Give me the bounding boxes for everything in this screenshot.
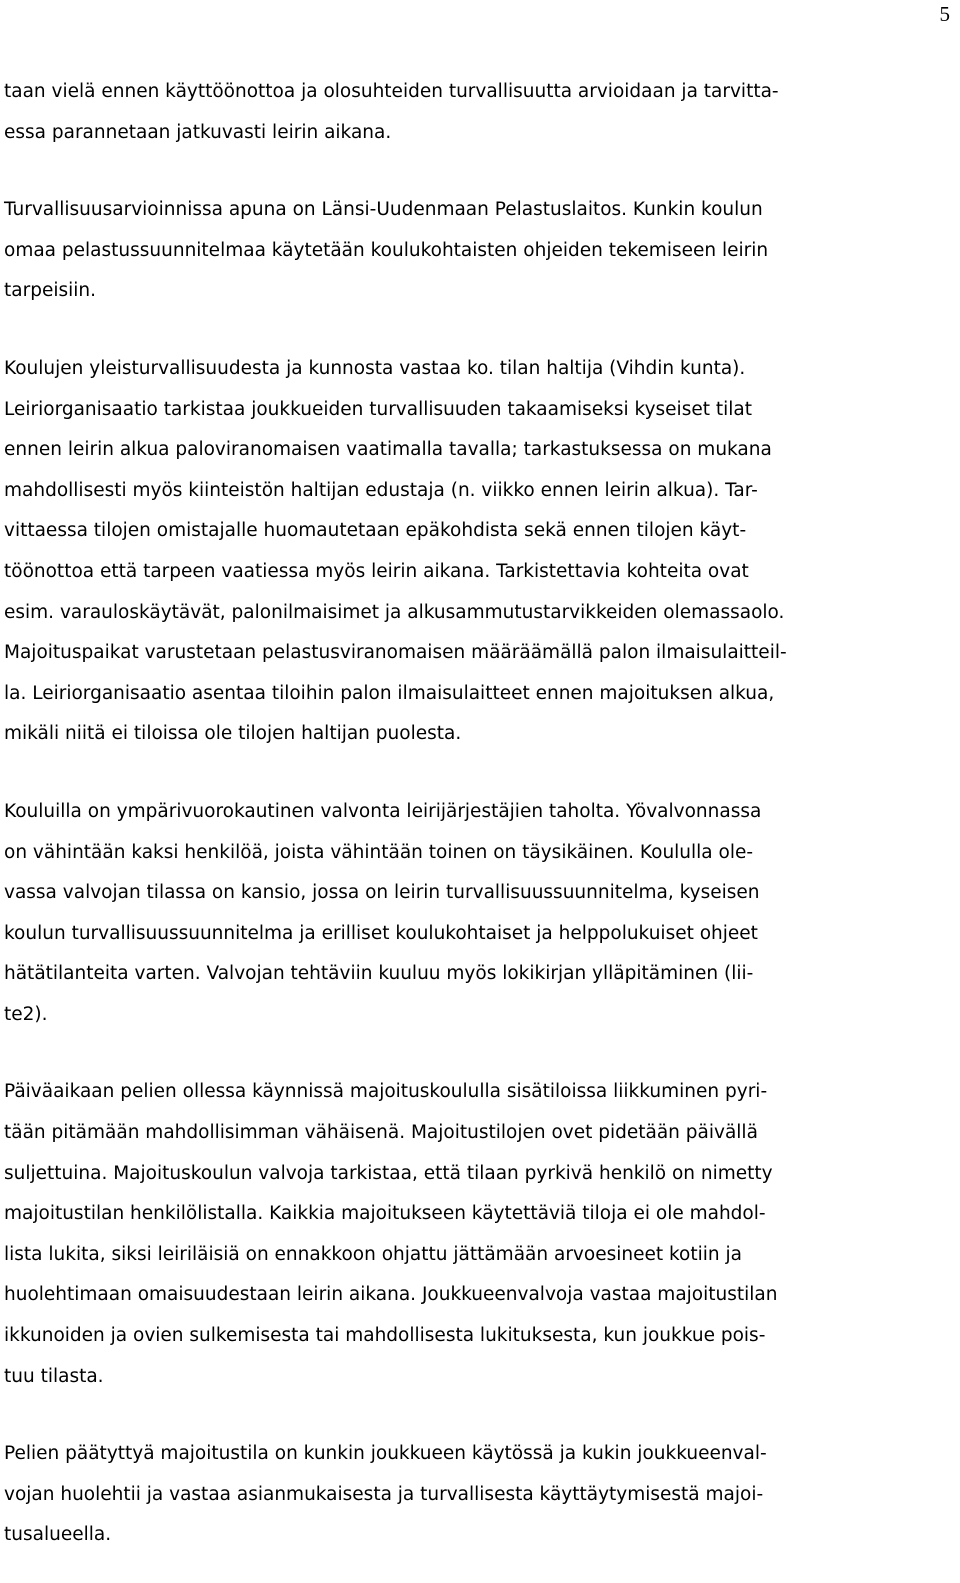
- text-line: tään pitämään mahdollisimman vähäisenä. Majoitustilojen ovet pidetään päivällä: [4, 1122, 758, 1144]
- text-line: Koulujen yleisturvallisuudesta ja kunnosta vastaa ko. tilan haltija (Vihdin kunta).: [4, 357, 746, 379]
- paragraph-5: [4, 1072, 956, 1397]
- text-line: hätätilanteita varten. Valvojan tehtäviin kuuluu myös lokikirjan ylläpitäminen (lii-: [4, 963, 754, 985]
- text-line: mikäli niitä ei tiloissa ole tilojen haltijan puolesta.: [4, 723, 462, 745]
- text-line: Päiväaikaan pelien ollessa käynnissä majoituskoululla sisätiloissa liikkuminen pyri-: [4, 1081, 768, 1103]
- text-line: la. Leiriorganisaatio asentaa tiloihin palon ilmaisulaitteet ennen majoituksen alkua,: [4, 682, 775, 704]
- text-line: Majoituspaikat varustetaan pelastusviranomaisen määräämällä palon ilmaisulaitteil-: [4, 642, 787, 664]
- text-line: huolehtimaan omaisuudestaan leirin aikana. Joukkueenvalvoja vastaa majoitustilan: [4, 1284, 778, 1306]
- document-body: [4, 72, 956, 1556]
- paragraph-1: [4, 72, 956, 153]
- text-line: mahdollisesti myös kiinteistön haltijan edustaja (n. viikko ennen leirin alkua). Tar-: [4, 479, 758, 501]
- text-line: töönottoa että tarpeen vaatiessa myös leirin aikana. Tarkistettavia kohteita ovat: [4, 560, 749, 582]
- text-line: ennen leirin alkua paloviranomaisen vaatimalla tavalla; tarkastuksessa on mukana: [4, 439, 772, 461]
- text-line: vassa valvojan tilassa on kansio, jossa on leirin turvallisuussuunnitelma, kyseisen: [4, 882, 760, 904]
- paragraph-3: [4, 349, 956, 755]
- text-line: te2).: [4, 1003, 48, 1025]
- text-line: tuu tilasta.: [4, 1365, 104, 1387]
- paragraph-6: [4, 1434, 956, 1556]
- text-line: esim. varauloskäytävät, palonilmaisimet ja alkusammutustarvikkeiden olemassaolo.: [4, 601, 785, 623]
- text-line: essa parannetaan jatkuvasti leirin aikana.: [4, 121, 392, 143]
- text-line: majoitustilan henkilölistalla. Kaikkia majoitukseen käytettäviä tiloja ei ole mahdol-: [4, 1203, 766, 1225]
- paragraph-4: [4, 792, 956, 1036]
- text-line: taan vielä ennen käyttöönottoa ja olosuhteiden turvallisuutta arvioidaan ja tarvitta-: [4, 81, 779, 102]
- text-line: vojan huolehtii ja vastaa asianmukaisesta ja turvallisesta käyttäytymisestä majoi-: [4, 1483, 764, 1505]
- text-line: tarpeisiin.: [4, 280, 96, 302]
- text-line: suljettuina. Majoituskoulun valvoja tarkistaa, että tilaan pyrkivä henkilö on nimetty: [4, 1162, 773, 1184]
- text-line: vittaessa tilojen omistajalle huomautetaan epäkohdista sekä ennen tilojen käyt-: [4, 520, 747, 542]
- text-line: tusalueella.: [4, 1524, 112, 1546]
- text-line: Pelien päätyttyä majoitustila on kunkin joukkueen käytössä ja kukin joukkueenval-: [4, 1443, 767, 1465]
- text-line: ikkunoiden ja ovien sulkemisesta tai mahdollisesta lukituksesta, kun joukkue pois-: [4, 1325, 766, 1347]
- text-line: Turvallisuusarvioinnissa apuna on Länsi-Uudenmaan Pelastuslaitos. Kunkin koulun: [4, 199, 763, 221]
- text-line: Kouluilla on ympärivuorokautinen valvonta leirijärjestäjien taholta. Yövalvonnassa: [4, 800, 762, 822]
- page-number: 5: [939, 2, 950, 26]
- paragraph-2: [4, 190, 956, 312]
- text-line: koulun turvallisuussuunnitelma ja erilliset koulukohtaiset ja helppolukuiset ohjeet: [4, 922, 758, 944]
- text-line: Leiriorganisaatio tarkistaa joukkueiden turvallisuuden takaamiseksi kyseiset tilat: [4, 398, 752, 420]
- text-line: omaa pelastussuunnitelmaa käytetään koulukohtaisten ohjeiden tekemiseen leirin: [4, 239, 769, 261]
- text-line: lista lukita, siksi leiriläisiä on ennakkoon ohjattu jättämään arvoesineet kotiin ja: [4, 1243, 742, 1265]
- text-line: on vähintään kaksi henkilöä, joista vähintään toinen on täysikäinen. Koululla ole-: [4, 841, 754, 863]
